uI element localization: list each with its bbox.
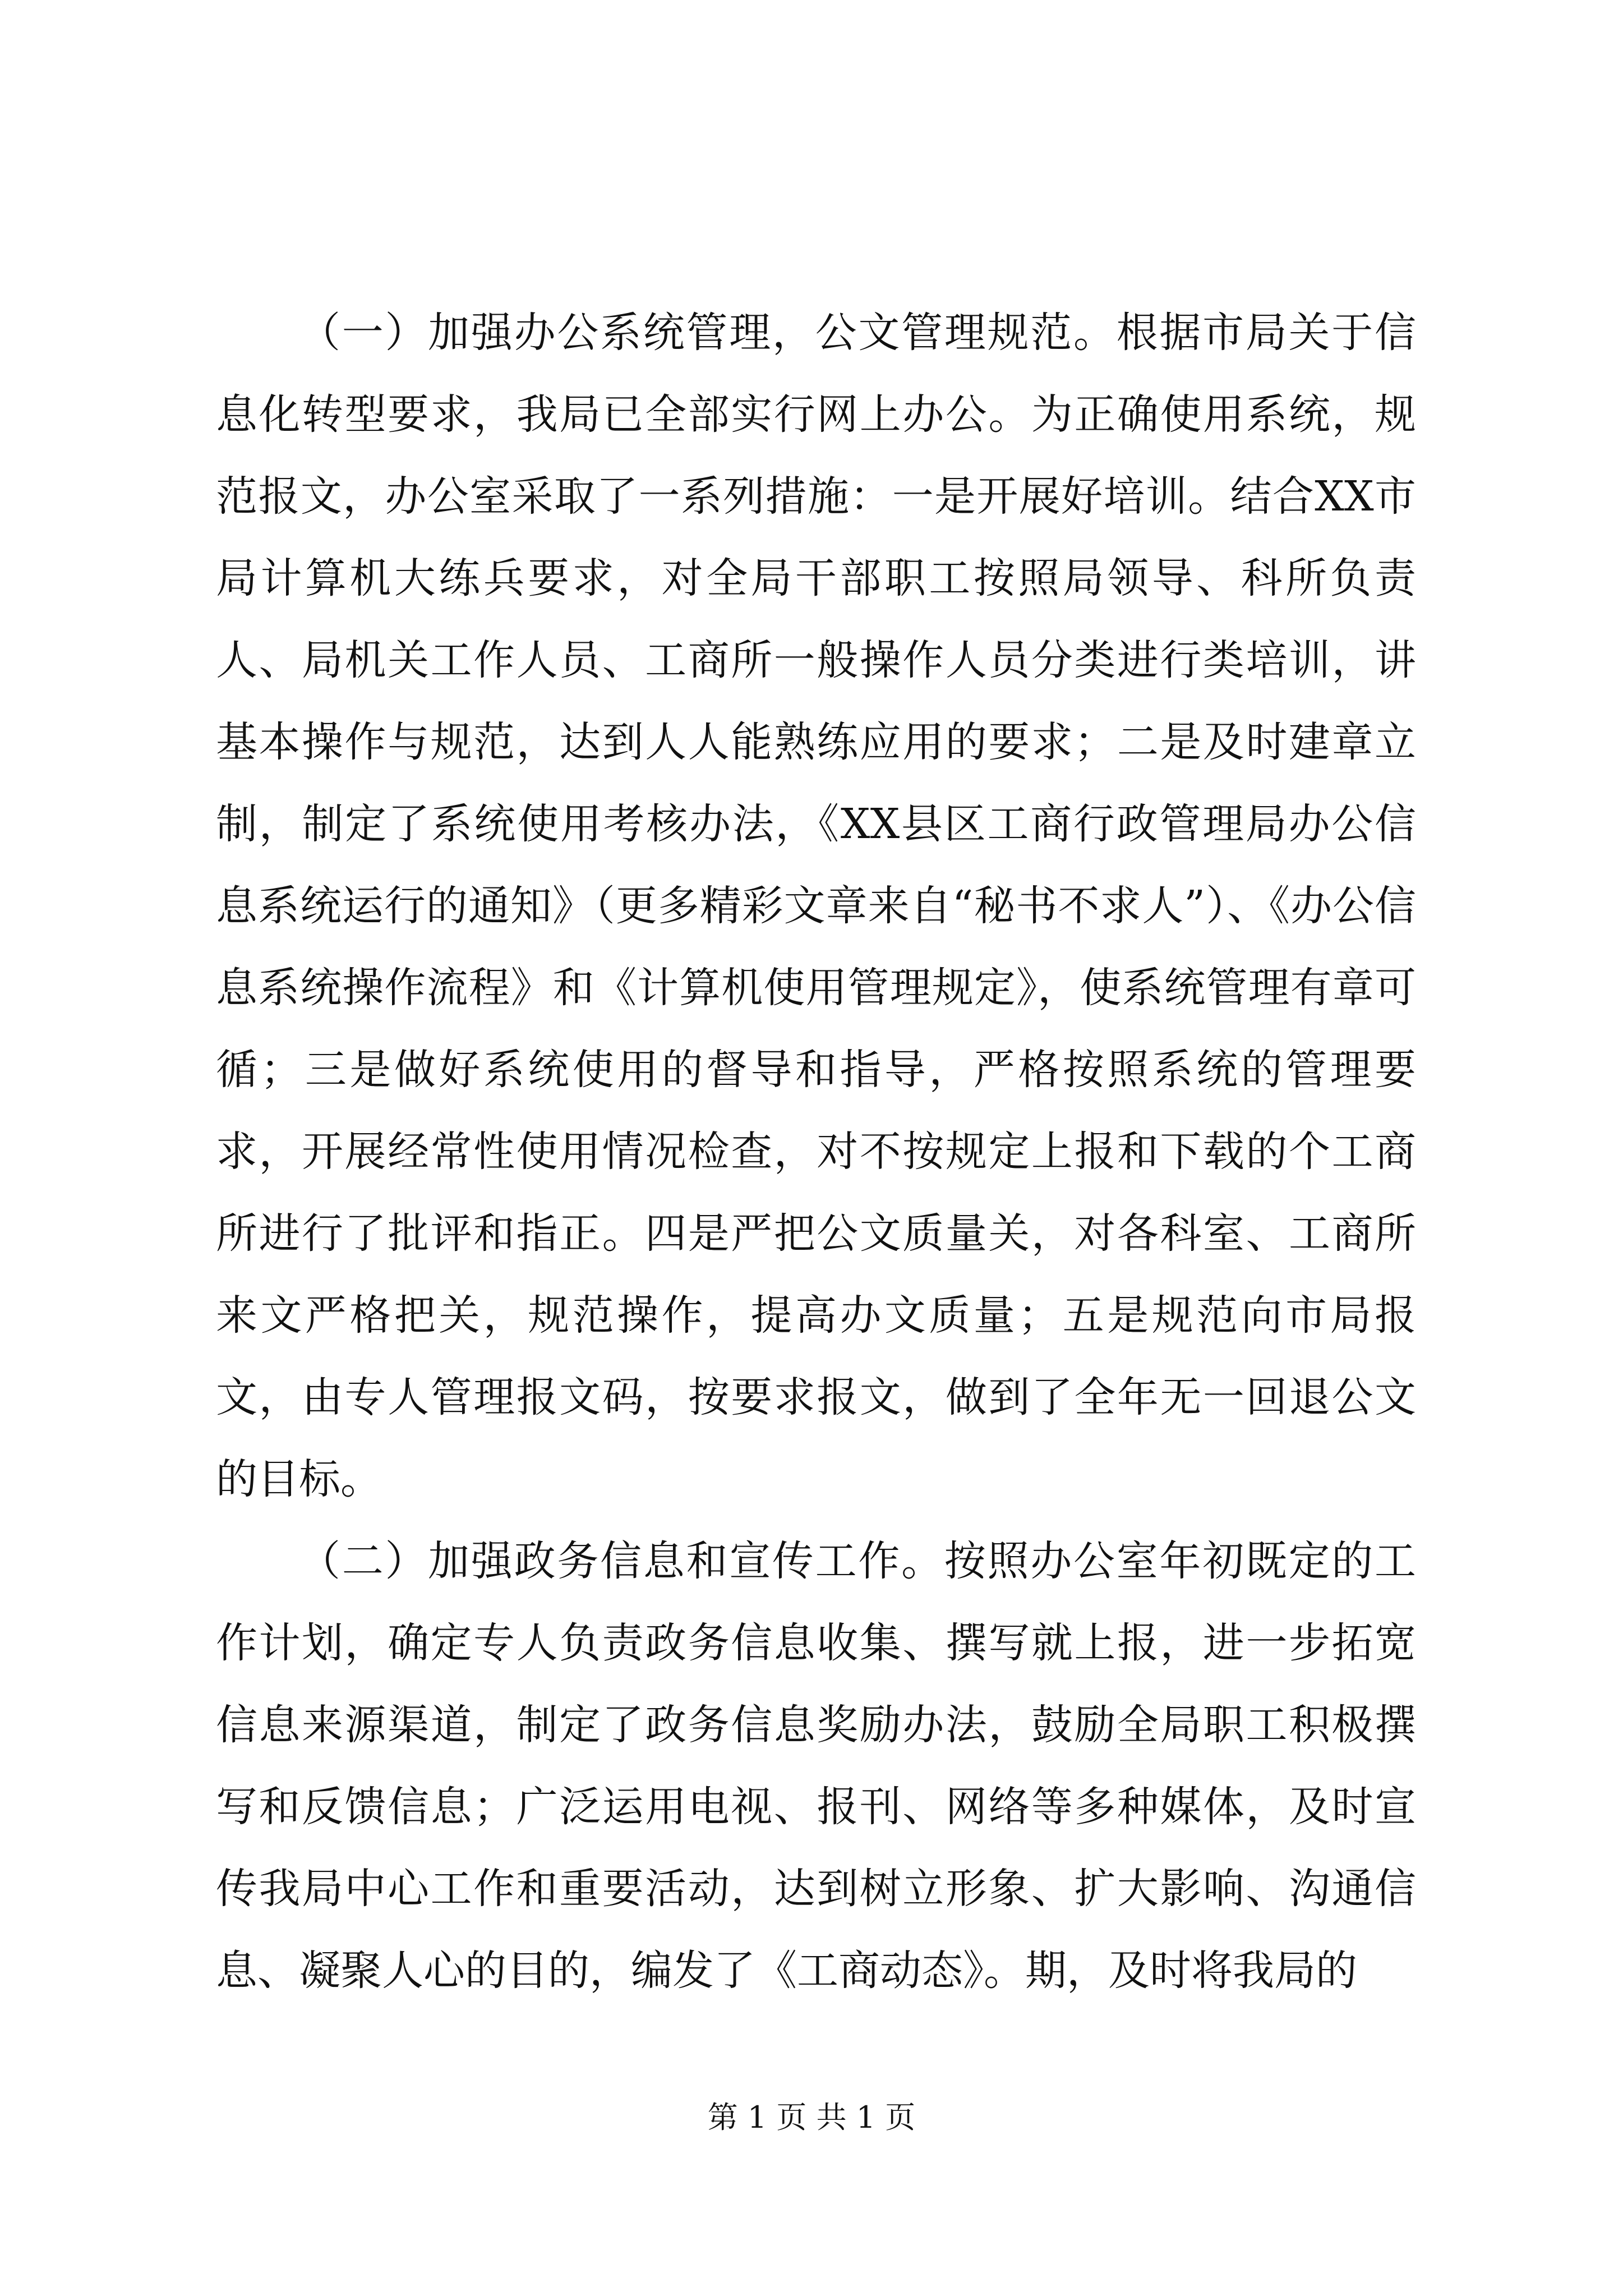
page-footer: 第 1 页 共 1 页 [707,2100,916,2135]
document-body [216,292,1416,2012]
paragraph-2: （二）加强政务信息和宣传工作。按照办公室年初既定的工作计划，确定专人负责政务信息收集、撰写就上报，进一步拓宽信息来源渠道，制定了政务信息奖励办法，鼓励全局职工积极撰写和反馈信息；广泛运用电视、报刊、网络等多种媒体，及时宣传我局中心工作和重要活动，达到树立形象、扩大影响、沟通信息、凝聚人心的目的，编发了《工商动态》。期，及时将我局的 [216,1537,1416,1995]
paragraph-1: （一）加强办公系统管理，公文管理规范。根据市局关于信息化转型要求，我局已全部实行网上办公。为正确使用系统，规范报文，办公室采取了一系列措施：一是开展好培训。结合XX市局计算机大练兵要求，对全局干部职工按照局领导、科所负责人、局机关工作人员、工商所一般操作人员分类进行类培训，讲基本操作与规范，达到人人能熟练应用的要求；二是及时建章立制，制定了系统使用考核办法，《XX县区工商行政管理局办公信息系统运行的通知》（更多精彩文章来自“秘书不求人”）、《办公信息系统操作流程》和《计算机使用管理规定》，使系统管理有章可循；三是做好系统使用的督导和指导，严格按照系统的管理要求，开展经常性使用情况检查，对不按规定上报和下载的个工商所进行了批评和指正。四是严把公文质量关，对各科室、工商所来文严格把关，规范操作，提高办文质量；五是规范向市局报文，由专人管理报文码，按要求报文，做到了全年无一回退公文的目标。 [216,309,1416,1503]
